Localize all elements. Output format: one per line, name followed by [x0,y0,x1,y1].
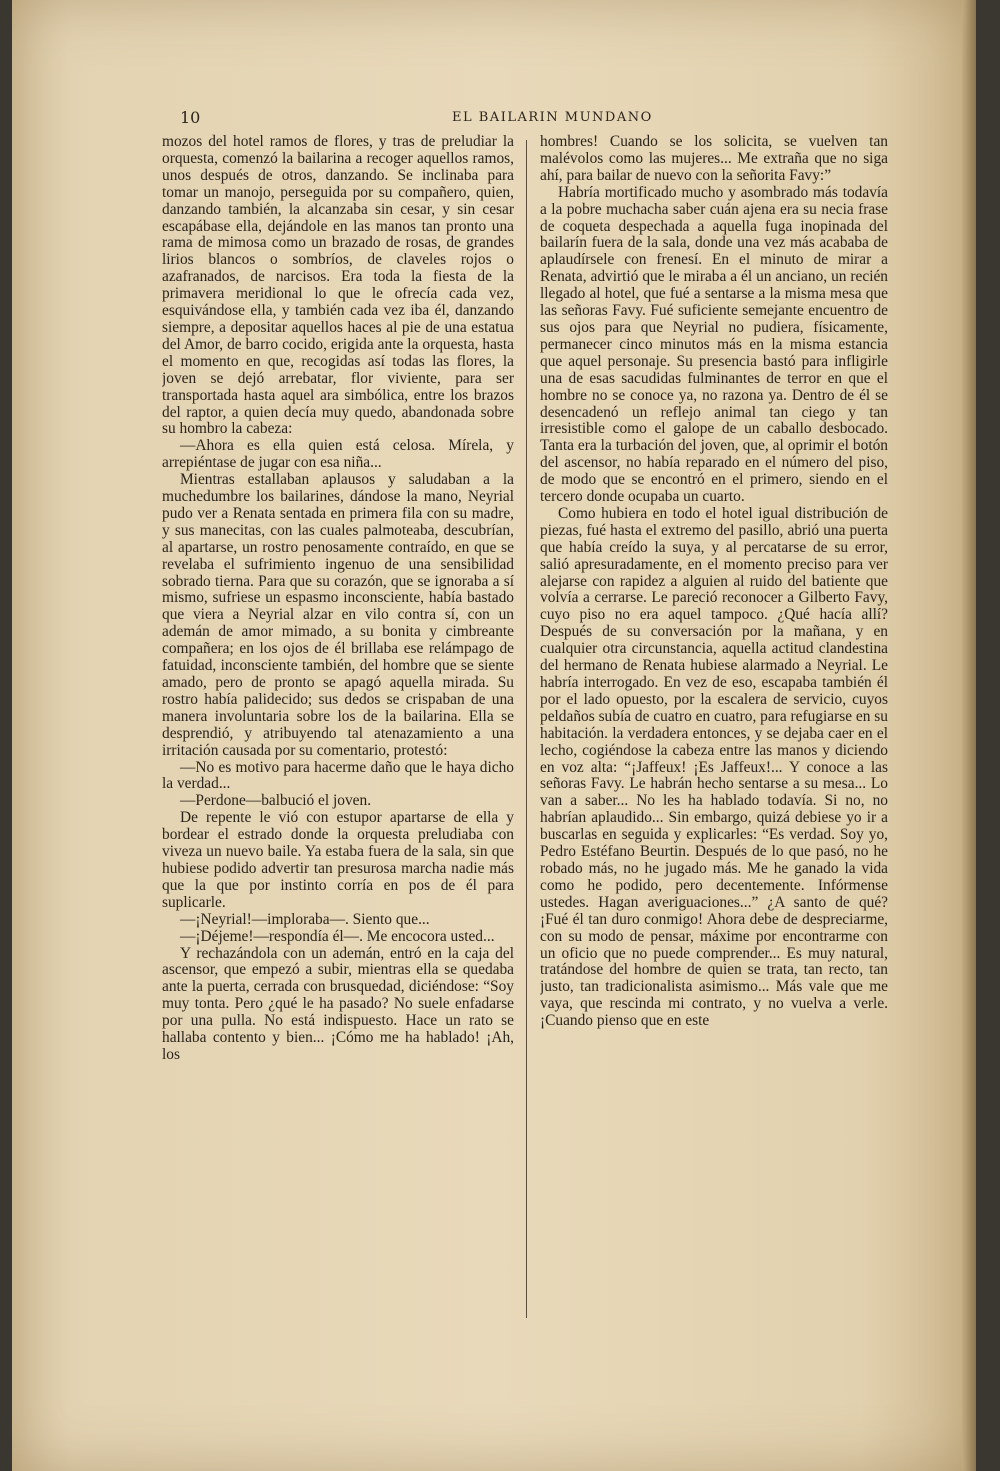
right-column [540,134,888,1316]
paragraph: hombres! Cuando se los solicita, se vuelven tan malévolos como las mujeres... Me extraña que no siga ahí, para bailar de nuevo con la señorita Favy:” [540,134,888,184]
paragraph: —¡Neyrial!—imploraba—. Siento que... [180,910,430,928]
page-header [12,108,976,132]
paragraph: Como hubiera en todo el hotel igual distribución de piezas, fué hasta el extremo del pasillo, abrió una puerta que había creído la suya, y al percatarse de su error, salió apresuradamente, en el momento preciso para ver alejarse con rapidez a alguien al ruido del batiente que volvía a cerrarse. Le pareció reconocer a Gilberto Favy, cuyo piso no era aquel tampoco. ¿Qué hacía allí? Después de su conversación por la mañana, y en cualquier otra circunstancia, aquella actitud clandestina del hermano de Renata hubiese alarmado a Neyrial. Le habría interrogado. En vez de eso, escapaba también él por el lado opuesto, por la escalera de servicio, cuyos peldaños subía de cuatro en cuatro, para refugiarse en su habitación. la verdadera entonces, y se dejaba caer en el lecho, cogiéndose la cabeza entre las manos y diciendo en voz alta: “¡Jaffeux! ¡Es Jaffeux!... Y conoce a las señoras Favy. Le habrán hecho sentarse a su mesa... Lo van a saber... No les ha hablado todavía. Si no, no habrían aplaudido... Sin embargo, quizá debiese yo ir a buscarlas en seguida y explicarles: “Es verdad. Soy yo, Pedro Estéfano Beurtin. Después de lo que pasó, no he robado más, no he jugado más. Me he ganado la vida como he podido, pero decentemente. Infórmense ustedes. Hagan averiguaciones...” ¿A santo de qué? ¡Fué él tan duro conmigo! Ahora debe de despreciarme, con su modo de pensar, máxime por encontrarme con un oficio que no puede comprender... Es muy natural, tratándose del hombre de quien se trata, tan recto, tan justo, tan tradicionalista asimismo... Más vale que me vaya, que rescinda mi contrato, y no vuelva a verle. ¡Cuando pienso que en este [540,504,888,1030]
paragraph: —No es motivo para hacerme daño que le haya dicho la verdad... [162,758,514,793]
paragraph: —Perdone—balbució el joven. [180,792,372,810]
paragraph: De repente le vió con estupor apartarse de ella y bordear el estrado donde la orquesta preludiaba con viveza un nuevo baile. Ya estaba fuera de la sala, sin que hubiese podido advertir tan presurosa marcha nadie más que la que por instinto corría en pos de él para suplicarle. [162,809,514,911]
column-divider [526,140,527,1318]
paragraph: Habría mortificado mucho y asombrado más todavía a la pobre muchacha saber cuán ajena era su necia frase de coqueta despechada a aquella fuga inopinada del bailarín fuera de la sala, donde una vez más acababa de aplaudírsele con frenesí. En el minuto de mirar a Renata, advirtió que le miraba a él un anciano, un recién llegado al hotel, que fué a sentarse a la misma mesa que las señoras Favy. Fué suficiente semejante encuentro de sus ojos para que Neyrial no pudiera, físicamente, permanecer cinco minutos más en la misma estancia que aquel personaje. Su presencia bastó para infligirle una de esas sacudidas fulminantes de terror en que el hombre no se conoce ya, no razona ya. Dentro de él se desencadenó un reflejo animal tan ciego y tan irresistible como el galope de un caballo desbocado. Tanta era la turbación del joven, que, al oprimir el botón del ascensor, no había reparado en el número del piso, de modo que se encontró en el primero, siendo en el tercero donde ocupaba un cuarto. [540,183,888,506]
paragraph: Mientras estallaban aplausos y saludaban a la muchedumbre los bailarines, dándose la mano, Neyrial pudo ver a Renata sentada en primera fila con su madre, y sus manecitas, con las cuales palmoteaba, descubrían, al apartarse, un rostro penosamente contraído, en que se revelaba el sufrimiento ingenuo de una sensibilidad sobrado tierna. Para que su corazón, que se ignoraba a sí mismo, sufriese un espasmo inconsciente, había bastado que viera a Neyrial alzar en vilo contra sí, con un ademán de amor mimado, a su bonita y cimbreante compañera; en los ojos de él brillaba ese relámpago de fatuidad, inconsciente también, del hombre que se siente amado, pero de pronto se apagó aquella mirada. Su rostro había palidecido; sus dedos se crispaban de una manera involuntaria sobre los de la bailarina. Ella se desprendió, y atribuyendo tal atenazamiento a una irritación causada por su comentario, protestó: [162,471,514,759]
running-title: EL BAILARIN MUNDANO [452,110,653,125]
book-page [12,0,976,1471]
page-edge-shadow [962,0,976,1471]
left-column [162,134,514,1316]
paragraph: —Ahora es ella quien está celosa. Mírela, y arrepiéntase de jugar con esa niña... [162,437,514,472]
paragraph: Y rechazándola con un ademán, entró en la caja del ascensor, que empezó a subir, mientras ella se quedaba ante la puerta, cerrada con brusquedad, diciéndose: “Soy muy tonta. Pero ¿qué le ha pasado? No suele enfadarse por una pulla. No está indispuesto. Hace un rato se hallaba contento y bien... ¡Cómo me ha hablado! ¡Ah, los [162,944,514,1063]
paragraph: —¡Déjeme!—respondía él—. Me encocora usted... [180,927,495,945]
page-number: 10 [180,108,201,127]
paragraph: mozos del hotel ramos de flores, y tras de preludiar la orquesta, comenzó la bailarina a recoger aquellos ramos, unos después de otros, danzando. Se inclinaba para tomar un manojo, perseguida por su compañero, quien, danzando también, la alcanzaba sin cesar, y sin cesar escapábase ella, dejándole en las manos tan pronto una rama de mimosa como un brazado de rosas, de grandes lirios blancos o sombríos, de claveles rojos o azafranados, de narcisos. Era toda la fiesta de la primavera meridional lo que le ofrecía cada vez, esquivándose ella, y también cada vez iba él, danzando siempre, a depositar aquellos haces al pie de una estatua del Amor, de barro cocido, erigida ante la orquesta, hasta el momento en que, recogidas así todas las flores, la joven se dejó arrebatar, flor viviente, para ser transportada hasta aquel ara simbólica, entre los brazos del raptor, a quien decía muy quedo, abandonada sobre su hombro la cabeza: [162,134,514,438]
